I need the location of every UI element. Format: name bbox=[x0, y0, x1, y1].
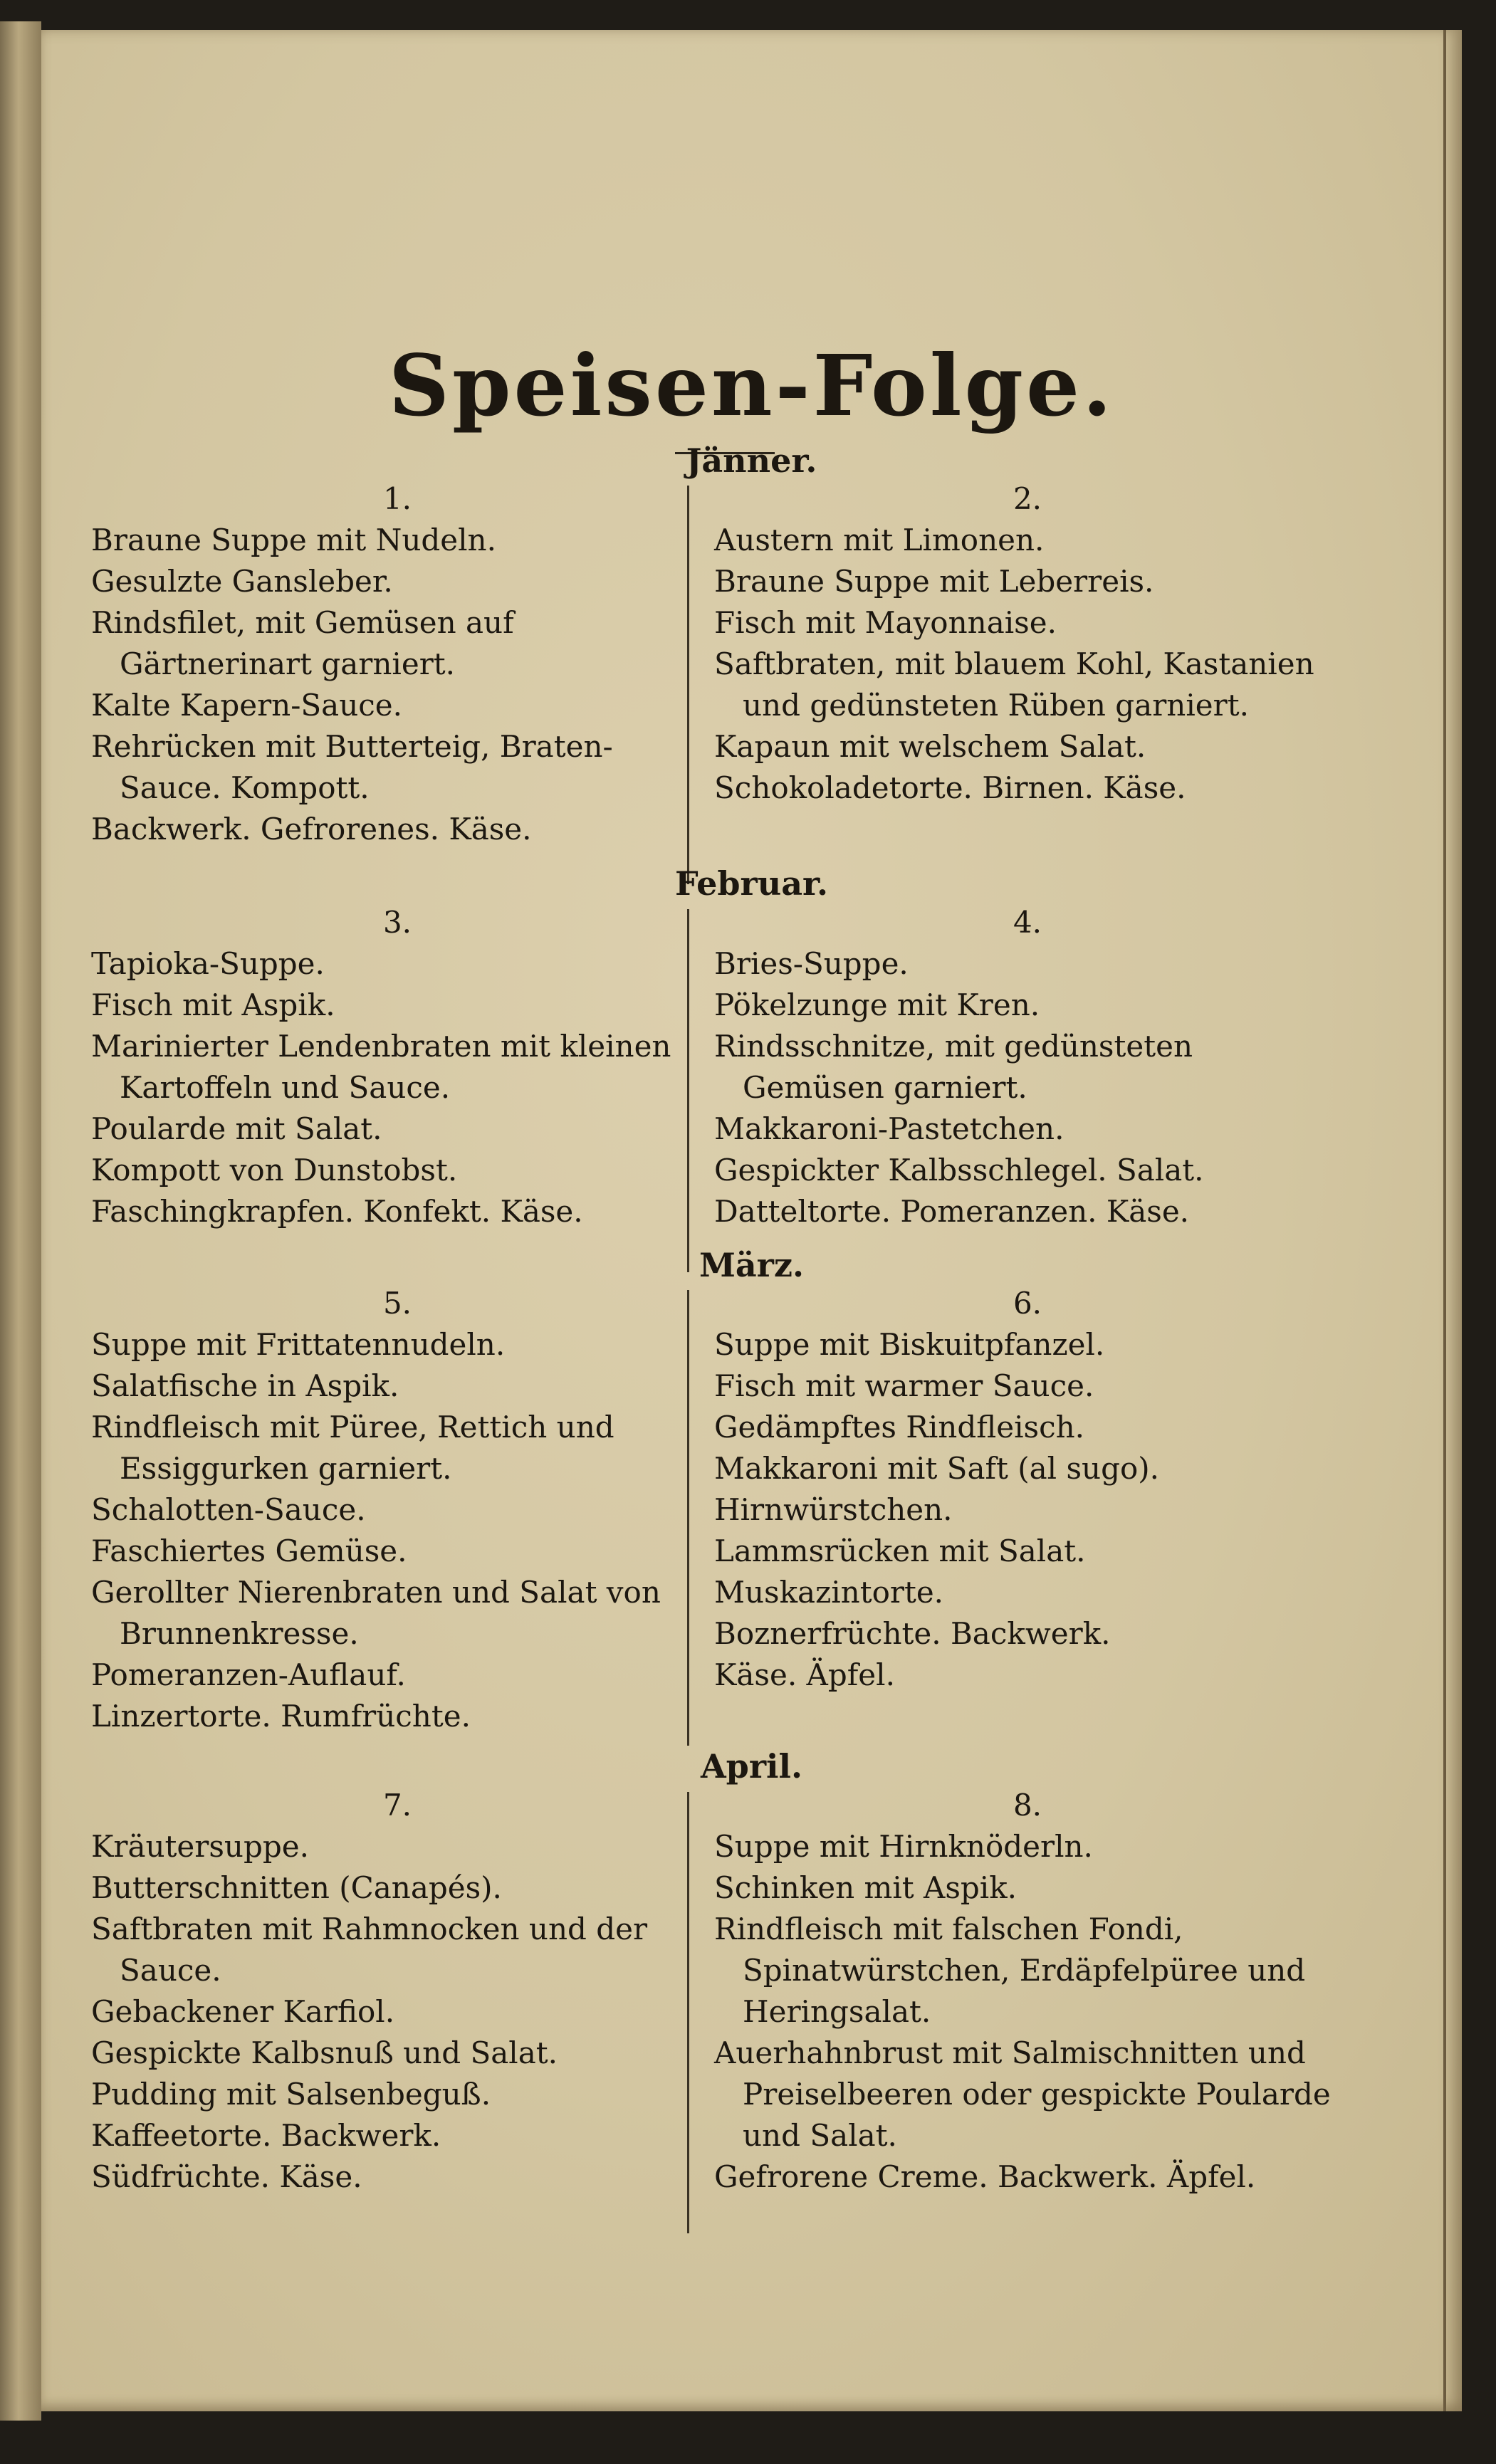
menu-item: Makkaroni-Pastetchen. bbox=[714, 1111, 1065, 1146]
month-heading-maerz: März. bbox=[699, 1246, 805, 1284]
menu-item: Schokoladetorte. Birnen. Käse. bbox=[714, 770, 1186, 805]
menu-item: Pudding mit Salsenbeguß. bbox=[91, 2077, 491, 2112]
menu-item: Kompott von Dunstobst. bbox=[91, 1153, 458, 1188]
menu-item: Marinierter Lendenbraten mit kleinen Kartoffeln und Sauce. bbox=[91, 1029, 671, 1105]
menu-item: Pökelzunge mit Kren. bbox=[714, 987, 1040, 1022]
menu-item: Pomeranzen-Auflauf. bbox=[91, 1657, 406, 1692]
menu-item: Schalotten-Sauce. bbox=[91, 1492, 366, 1527]
menu-item: Salatfische in Aspik. bbox=[91, 1368, 399, 1403]
menu-item: Bries-Suppe. bbox=[714, 946, 909, 981]
menu-item: Rindfleisch mit falschen Fondi, Spinatwürstchen, Erdäpfelpüree und Heringsalat. bbox=[714, 1912, 1306, 2029]
menu-item: Gebackener Karfiol. bbox=[91, 1994, 395, 2029]
menu-item: Gespickter Kalbsschlegel. Salat. bbox=[714, 1153, 1204, 1188]
menu-item: Gerollter Nierenbraten und Salat von Brunnenkresse. bbox=[91, 1575, 661, 1651]
menu-item: Gespickte Kalbsnuß und Salat. bbox=[91, 2035, 558, 2070]
menu-number: 6. bbox=[1013, 1286, 1042, 1321]
month-heading-april: April. bbox=[700, 1747, 803, 1786]
menu-item: Kalte Kapern-Sauce. bbox=[91, 688, 403, 723]
menu-6 bbox=[714, 1283, 1341, 1696]
menu-item: Backwerk. Gefrorenes. Käse. bbox=[91, 812, 532, 846]
menu-item: Hirnwürstchen. bbox=[714, 1492, 953, 1527]
page-edge bbox=[0, 21, 41, 2421]
menu-item: Butterschnitten (Canapés). bbox=[91, 1870, 502, 1905]
menu-item: Suppe mit Biskuitpfanzel. bbox=[714, 1327, 1105, 1362]
menu-item: Muskazintorte. bbox=[714, 1575, 944, 1610]
menu-item: Rindfleisch mit Püree, Rettich und Essiggurken garniert. bbox=[91, 1410, 614, 1486]
menu-1 bbox=[91, 478, 703, 850]
menu-item: Südfrüchte. Käse. bbox=[91, 2159, 362, 2194]
menu-item: Fisch mit Mayonnaise. bbox=[714, 605, 1057, 640]
menu-item: Kräutersuppe. bbox=[91, 1829, 309, 1864]
menu-item: Faschingkrapfen. Konfekt. Käse. bbox=[91, 1194, 583, 1229]
menu-item: Suppe mit Frittatennudeln. bbox=[91, 1327, 506, 1362]
menu-8 bbox=[714, 1785, 1341, 2198]
menu-4 bbox=[714, 902, 1341, 1232]
menu-item: Tapioka-Suppe. bbox=[91, 946, 325, 981]
menu-3 bbox=[91, 902, 703, 1232]
menu-number: 5. bbox=[382, 1286, 412, 1321]
menu-item: Fisch mit warmer Sauce. bbox=[714, 1368, 1094, 1403]
menu-item: Käse. Äpfel. bbox=[714, 1657, 895, 1692]
menu-item: Linzertorte. Rumfrüchte. bbox=[91, 1699, 471, 1734]
menu-item: Lammsrücken mit Salat. bbox=[714, 1534, 1086, 1568]
menu-number: 3. bbox=[382, 905, 412, 940]
menu-item: Braune Suppe mit Nudeln. bbox=[91, 523, 496, 557]
menu-item: Boznerfrüchte. Backwerk. bbox=[714, 1616, 1111, 1651]
menu-item: Rindsfilet, mit Gemüsen auf Gärtnerinart garniert. bbox=[91, 605, 514, 681]
menu-item: Makkaroni mit Saft (al sugo). bbox=[714, 1451, 1159, 1486]
menu-item: Datteltorte. Pomeranzen. Käse. bbox=[714, 1194, 1190, 1229]
menu-number: 2. bbox=[1013, 481, 1042, 516]
menu-item: Fisch mit Aspik. bbox=[91, 987, 335, 1022]
menu-item: Rindsschnitze, mit gedünsteten Gemüsen garniert. bbox=[714, 1029, 1193, 1105]
menu-2 bbox=[714, 478, 1341, 809]
menu-item: Suppe mit Hirnknöderln. bbox=[714, 1829, 1093, 1864]
month-heading-februar: Februar. bbox=[674, 864, 829, 903]
menu-item: Faschiertes Gemüse. bbox=[91, 1534, 407, 1568]
menu-item: Austern mit Limonen. bbox=[714, 523, 1045, 557]
book-page bbox=[41, 30, 1462, 2411]
menu-number: 4. bbox=[1013, 905, 1042, 940]
menu-number: 1. bbox=[382, 481, 412, 516]
menu-item: Auerhahnbrust mit Salmischnitten und Preiselbeeren oder gespickte Poularde und Salat. bbox=[714, 2035, 1331, 2153]
menu-item: Braune Suppe mit Leberreis. bbox=[714, 564, 1154, 599]
menu-number: 8. bbox=[1013, 1788, 1042, 1823]
menu-item: Poularde mit Salat. bbox=[91, 1111, 382, 1146]
menu-item: Kapaun mit welschem Salat. bbox=[714, 729, 1146, 764]
month-heading-jaenner: Jänner. bbox=[686, 441, 817, 480]
menu-item: Gefrorene Creme. Backwerk. Äpfel. bbox=[714, 2159, 1256, 2194]
menu-item: Rehrücken mit Butterteig, Braten-Sauce. Kompott. bbox=[91, 729, 613, 805]
menu-number: 7. bbox=[382, 1788, 412, 1823]
menu-item: Gesulzte Gansleber. bbox=[91, 564, 393, 599]
menu-7 bbox=[91, 1785, 703, 2198]
menu-item: Schinken mit Aspik. bbox=[714, 1870, 1018, 1905]
menu-item: Saftbraten mit Rahmnocken und der Sauce. bbox=[91, 1912, 648, 1988]
menu-item: Gedämpftes Rindfleisch. bbox=[714, 1410, 1084, 1445]
menu-item: Kaffeetorte. Backwerk. bbox=[91, 2118, 441, 2153]
page-title: Speisen-Folge. bbox=[388, 336, 1115, 435]
menu-item: Saftbraten, mit blauem Kohl, Kastanien und gedünsteten Rüben garniert. bbox=[714, 646, 1314, 723]
menu-5 bbox=[91, 1283, 703, 1737]
